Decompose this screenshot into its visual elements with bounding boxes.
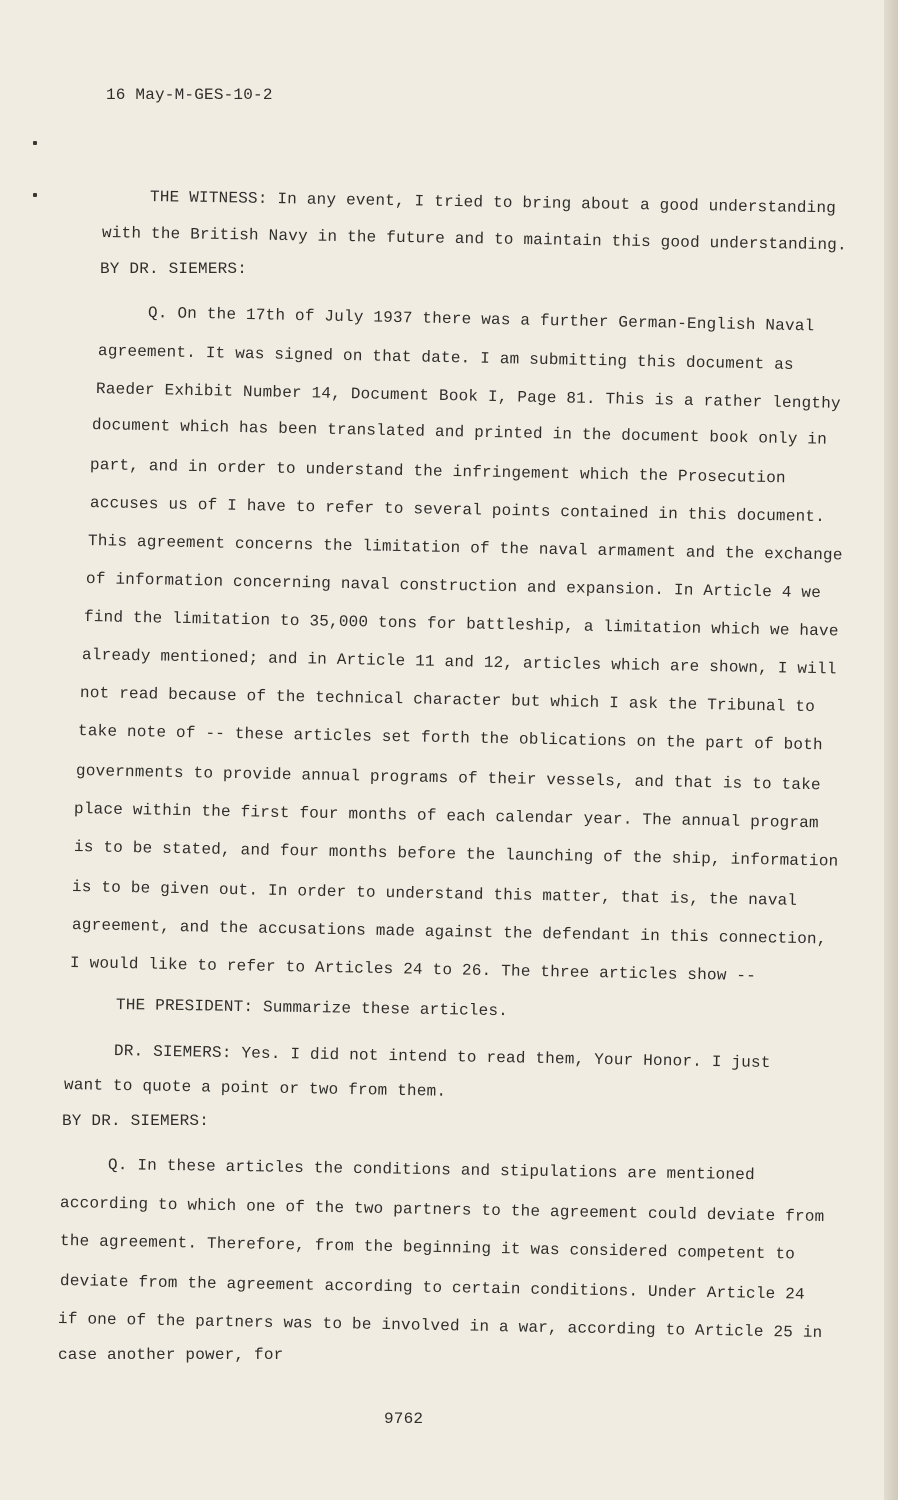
transcript-line: if one of the partners was to be involved in a war, according to Article 25 in: [57, 1310, 823, 1343]
page-edge-shadow: [884, 0, 898, 1500]
transcript-line: take note of -- these articles set forth the oblications on the part of both: [77, 722, 823, 755]
transcript-line: place within the first four months of each calendar year. The annual program: [73, 800, 819, 833]
transcript-line: Q. In these articles the conditions and stipulations are mentioned: [107, 1156, 755, 1185]
transcript-line: THE PRESIDENT: Summarize these articles.: [115, 996, 509, 1021]
page-number: 9762: [384, 1410, 424, 1428]
transcript-line: This agreement concerns the limitation of the naval armament and the exchange: [87, 532, 843, 565]
transcript-line: document which has been translated and printed in the document book only in: [91, 416, 828, 449]
transcript-line: according to which one of the two partners to the agreement could deviate from: [59, 1194, 825, 1227]
transcript-line: Q. On the 17th of July 1937 there was a further German-English Naval: [147, 304, 815, 336]
punch-mark: [33, 193, 37, 197]
transcript-line: of information concerning naval construction and expansion. In Article 4 we: [85, 570, 822, 603]
transcript-line: DR. SIEMERS: Yes. I did not intend to read them, Your Honor. I just: [113, 1042, 771, 1073]
transcript-line: with the British Navy in the future and to maintain this good understanding.: [101, 224, 847, 255]
transcript-line: I would like to refer to Articles 24 to 26. The three articles show --: [69, 954, 757, 986]
transcript-line: is to be given out. In order to understand this matter, that is, the naval: [71, 878, 798, 910]
transcript-line: want to quote a point or two from them.: [63, 1076, 447, 1101]
transcript-line: accuses us of I have to refer to several points contained in this document.: [89, 494, 826, 527]
transcript-line: agreement. It was signed on that date. I am submitting this document as: [97, 342, 794, 374]
transcript-line: BY DR. SIEMERS:: [62, 1112, 210, 1130]
transcript-line: Raeder Exhibit Number 14, Document Book I, Page 81. This is a rather lengthy: [95, 380, 841, 413]
transcript-line: already mentioned; and in Article 11 and 12, articles which are shown, I will: [81, 646, 837, 679]
document-id: 16 May-M-GES-10-2: [106, 86, 273, 104]
transcript-line: part, and in order to understand the infringement which the Prosecution: [89, 456, 786, 488]
transcript-line: THE WITNESS: In any event, I tried to bring about a good understanding: [149, 188, 837, 218]
transcript-line: find the limitation to 35,000 tons for battleship, a limitation which we have: [83, 608, 839, 641]
transcript-line: BY DR. SIEMERS:: [100, 260, 248, 278]
punch-mark: [33, 141, 37, 145]
transcript-line: is to be stated, and four months before the launching of the ship, information: [73, 838, 839, 871]
transcript-line: governments to provide annual programs of their vessels, and that is to take: [75, 762, 821, 795]
transcript-line: not read because of the technical character but which I ask the Tribunal to: [79, 684, 816, 717]
transcript-line: deviate from the agreement according to certain conditions. Under Article 24: [59, 1272, 805, 1304]
transcript-line: agreement, and the accusations made against the defendant in this connection,: [71, 916, 827, 949]
transcript-line: case another power, for: [58, 1346, 284, 1364]
transcript-line: the agreement. Therefore, from the beginning it was considered competent to: [59, 1232, 796, 1264]
